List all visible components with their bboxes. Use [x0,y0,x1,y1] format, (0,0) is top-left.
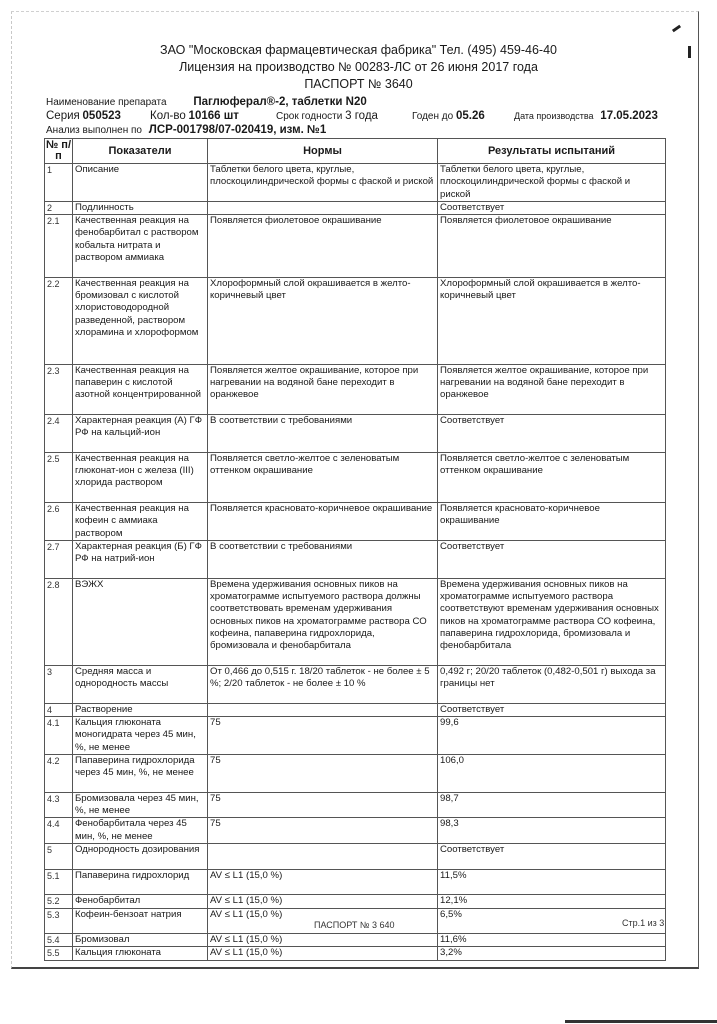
valid-until-label: Годен до [412,111,454,122]
row-norm: AV ≤ L1 (15,0 %) [208,895,438,908]
row-indicator: Кальция глюконата [73,947,208,960]
table-row [45,947,666,960]
footer-passport-ref: ПАСПОРТ № 3 640 [314,920,395,930]
row-number: 2.7 [45,540,73,578]
row-result: 99,6 [438,717,666,755]
table-row [45,277,666,364]
table-row [45,895,666,908]
table-row [45,665,666,703]
row-norm: Таблетки белого цвета, круглые, плоскоцилиндрической формы с фаской и риской [208,164,438,202]
table-row [45,503,666,541]
row-norm: AV ≤ L1 (15,0 %) [208,947,438,960]
row-norm: Появляется красновато-коричневое окрашивание [208,503,438,541]
row-number: 5.5 [45,947,73,960]
row-indicator: Подлинность [73,201,208,214]
row-result: Соответствует [438,201,666,214]
row-result: 11,5% [438,869,666,895]
row-number: 2.2 [45,277,73,364]
shelf-life-label: Срок годности [276,111,343,122]
row-result: 11,6% [438,934,666,947]
row-norm: 75 [208,818,438,844]
shelf-life-field [276,110,378,122]
table-row [45,164,666,202]
row-number: 1 [45,164,73,202]
row-result: Соответствует [438,703,666,716]
page-indicator: Стр.1 из 3 [622,918,665,928]
header-result: Результаты испытаний [438,139,666,164]
table-row [45,717,666,755]
product-row [46,96,367,108]
row-indicator: Кальция глюконата моногидрата через 45 мин, %, не менее [73,717,208,755]
row-norm: Появляется желтое окрашивание, которое при нагревании на водяной бане переходит в оранжевое [208,364,438,414]
row-result: 0,492 г; 20/20 таблеток (0,482-0,501 г) выхода за границы нет [438,665,666,703]
row-number: 2.3 [45,364,73,414]
row-indicator: Бромизовал [73,934,208,947]
header-num: № п/п [45,139,72,162]
row-result: 3,2% [438,947,666,960]
table-row [45,414,666,452]
row-norm: 75 [208,792,438,818]
table-row [45,818,666,844]
row-indicator: Средняя масса и однородность массы [73,665,208,703]
row-result: 98,7 [438,792,666,818]
table-row [45,215,666,278]
test-results-table [44,138,666,961]
row-norm: От 0,466 до 0,515 г. 18/20 таблеток - не более ± 5 %; 2/20 таблеток - не более ± 10 % [208,665,438,703]
row-indicator: Бромизовала через 45 мин, %, не менее [73,792,208,818]
row-indicator: Характерная реакция (Б) ГФ РФ на натрий-ион [73,540,208,578]
row-number: 5.3 [45,908,73,934]
row-indicator: Качественная реакция на фенобарбитал с раствором кобальта нитрата и раствором аммиака [73,215,208,278]
quantity-field [150,110,239,122]
row-indicator: Качественная реакция на бромизовал с кислотой хлористоводородной разведенной, раствором хлорамина и хлороформом [73,277,208,364]
row-result: Соответствует [438,844,666,870]
row-result: Хлороформный слой окрашивается в желто-коричневый цвет [438,277,666,364]
row-number: 4.2 [45,755,73,793]
row-norm: В соответствии с требованиями [208,414,438,452]
row-norm: Хлороформный слой окрашивается в желто-коричневый цвет [208,277,438,364]
table-row [45,540,666,578]
row-number: 4.4 [45,818,73,844]
table-row [45,755,666,793]
row-norm: Появляется светло-желтое с зеленоватым оттенком окрашивание [208,452,438,502]
row-number: 2.1 [45,215,73,278]
production-date-value: 17.05.2023 [600,110,658,122]
row-result: 6,5% [438,908,666,934]
table-row [45,792,666,818]
license-line: Лицензия на производство № 00283-ЛС от 26 июня 2017 года [179,60,538,74]
row-norm: Времена удерживания основных пиков на хроматограмме испытуемого раствора должны соответствовать временам удерживания основных пиков на хроматограмме раствора СО кофеина, папаверина гидрохлорида, бромизовала и фенобарбитала [208,578,438,665]
row-number: 2.5 [45,452,73,502]
row-number: 5 [45,844,73,870]
row-result: Таблетки белого цвета, круглые, плоскоцилиндрической формы с фаской и риской [438,164,666,202]
table-row [45,364,666,414]
row-indicator: Качественная реакция на папаверин с кислотой азотной концентрированной [73,364,208,414]
row-number: 2.8 [45,578,73,665]
row-norm [208,844,438,870]
row-result: 12,1% [438,895,666,908]
production-date-field [514,110,658,122]
row-norm: AV ≤ L1 (15,0 %) [208,869,438,895]
row-norm: AV ≤ L1 (15,0 %) [208,934,438,947]
row-indicator: Папаверина гидрохлорида через 45 мин, %, не менее [73,755,208,793]
row-result: Соответствует [438,540,666,578]
passport-title: ПАСПОРТ № 3640 [304,77,413,91]
header-indicator: Показатели [73,139,208,164]
table-row [45,869,666,895]
row-indicator: Качественная реакция на кофеин с аммиака раствором [73,503,208,541]
row-norm: 75 [208,717,438,755]
row-number: 2.6 [45,503,73,541]
row-norm [208,703,438,716]
row-result: Появляется фиолетовое окрашивание [438,215,666,278]
analysis-label: Анализ выполнен по [46,125,142,136]
header-norm: Нормы [208,139,438,164]
row-number: 4 [45,703,73,716]
row-norm [208,201,438,214]
row-number: 3 [45,665,73,703]
shelf-life-value: 3 года [345,110,378,122]
row-indicator: Описание [73,164,208,202]
product-value: Паглюферал®-2, таблетки N20 [193,96,367,108]
table-row [45,844,666,870]
row-indicator: Фенобарбитала через 45 мин, %, не менее [73,818,208,844]
row-norm: 75 [208,755,438,793]
production-date-label: Дата производства [514,111,594,121]
valid-until-field [412,110,485,122]
row-indicator: Качественная реакция на глюконат-ион с железа (III) хлорида раствором [73,452,208,502]
row-result: 98,3 [438,818,666,844]
row-indicator: Растворение [73,703,208,716]
row-number: 2 [45,201,73,214]
analysis-row [46,124,326,136]
company-line: ЗАО "Московская фармацевтическая фабрика" Тел. (495) 459-46-40 [160,43,557,57]
table-row [45,201,666,214]
row-number: 2.4 [45,414,73,452]
table-row [45,578,666,665]
row-norm: В соответствии с требованиями [208,540,438,578]
row-indicator: Однородность дозирования [73,844,208,870]
quantity-label: Кол-во [150,110,186,122]
row-number: 4.1 [45,717,73,755]
series-field [46,110,121,122]
valid-until-value: 05.26 [455,110,485,122]
row-indicator: Папаверина гидрохлорид [73,869,208,895]
row-number: 5.2 [45,895,73,908]
row-result: Появляется светло-желтое с зеленоватым оттенком окрашивание [438,452,666,502]
table-header-row [45,139,666,164]
row-result: Появляется красновато-коричневое окрашивание [438,503,666,541]
table-row [45,934,666,947]
row-number: 5.4 [45,934,73,947]
row-indicator: Характерная реакция (А) ГФ РФ на кальций-ион [73,414,208,452]
product-label: Наименование препарата [46,97,167,108]
row-number: 5.1 [45,869,73,895]
row-number: 4.3 [45,792,73,818]
row-norm: Появляется фиолетовое окрашивание [208,215,438,278]
table-row [45,703,666,716]
row-indicator: ВЭЖХ [73,578,208,665]
scan-edge-mark [565,1020,717,1023]
row-result: 106,0 [438,755,666,793]
table-row [45,452,666,502]
row-result: Времена удерживания основных пиков на хроматограмме испытуемого раствора соответствуют временам удерживания основных пиков на хроматограмме раствора СО кофеина, папаверина гидрохлорида, бромизовала и фенобарбитала [438,578,666,665]
row-norm: AV ≤ L1 (15,0 %) [208,908,438,934]
row-indicator: Кофеин-бензоат натрия [73,908,208,934]
quantity-value: 10166 шт [188,110,239,122]
series-value: 050523 [82,110,121,122]
row-result: Соответствует [438,414,666,452]
analysis-value: ЛСР-001798/07-020419, изм. №1 [148,124,327,136]
row-result: Появляется желтое окрашивание, которое при нагревании на водяной бане переходит в оранжевое [438,364,666,414]
row-indicator: Фенобарбитал [73,895,208,908]
series-label: Серия [46,110,80,122]
